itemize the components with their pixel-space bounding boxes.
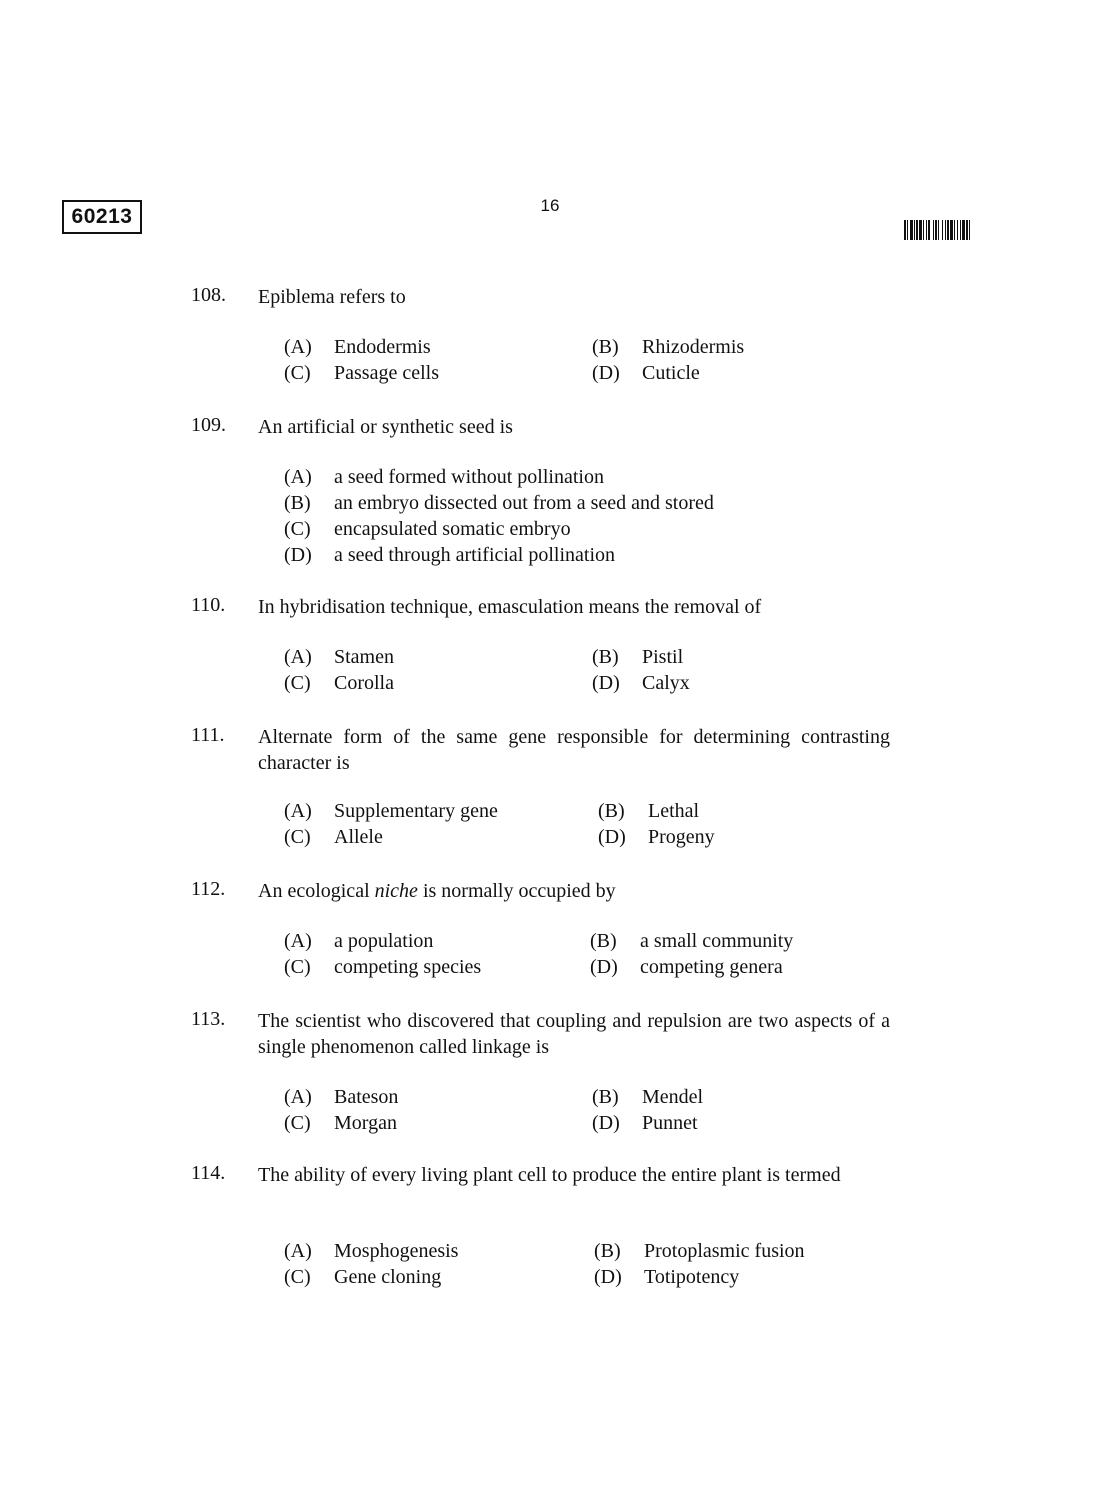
option-b[interactable] <box>590 930 793 953</box>
option-label: (A) <box>284 800 312 822</box>
question-text-end: is normally occupied by <box>417 880 616 902</box>
question-text <box>258 878 890 904</box>
option-text: Protoplasmic fusion <box>644 1240 805 1262</box>
option-text: Passage cells <box>334 362 439 384</box>
option-text: Endodermis <box>334 336 431 358</box>
option-a[interactable] <box>284 1086 398 1109</box>
option-text: Supplementary gene <box>334 800 498 822</box>
option-label: (A) <box>284 646 312 668</box>
option-label: (D) <box>592 362 620 384</box>
option-a[interactable] <box>284 336 431 359</box>
question-number: 114. <box>191 1162 226 1184</box>
question-text: An artificial or synthetic seed is <box>258 416 513 438</box>
option-c[interactable] <box>284 826 383 849</box>
option-c[interactable] <box>284 518 571 541</box>
question-text: In hybridisation technique, emasculation means the removal of <box>258 596 762 618</box>
option-label: (C) <box>284 826 311 848</box>
option-label: (C) <box>284 672 311 694</box>
option-label: (D) <box>592 1112 620 1134</box>
option-label: (C) <box>284 518 311 540</box>
option-b[interactable] <box>594 1240 805 1263</box>
option-c[interactable] <box>284 956 481 979</box>
option-text: an embryo dissected out from a seed and stored <box>334 492 714 514</box>
question-text: Alternate form of the same gene responsible for determining contrasting character is <box>258 726 890 774</box>
option-label: (A) <box>284 466 312 488</box>
option-text: a seed through artificial pollination <box>334 544 616 566</box>
question-text: The scientist who discovered that coupling and repulsion are two aspects of a single phenomenon called linkage is <box>258 1010 890 1058</box>
option-label: (D) <box>598 826 626 848</box>
option-b[interactable] <box>592 646 683 669</box>
option-label: (D) <box>590 956 618 978</box>
option-text: Mosphogenesis <box>334 1240 459 1262</box>
option-label: (D) <box>594 1266 622 1288</box>
option-d[interactable] <box>592 362 700 385</box>
option-label: (B) <box>592 646 619 668</box>
paper-code-box: 60213 <box>62 200 142 234</box>
option-d[interactable] <box>284 544 615 567</box>
question-text-italic: niche <box>374 880 418 902</box>
option-b[interactable] <box>592 336 744 359</box>
option-text: Gene cloning <box>334 1266 442 1288</box>
option-d[interactable] <box>592 672 690 695</box>
option-label: (B) <box>592 336 619 358</box>
option-text: encapsulated somatic embryo <box>334 518 571 540</box>
page-number: 16 <box>540 196 560 215</box>
question-number: 111. <box>191 724 225 746</box>
option-text: Cuticle <box>642 362 700 384</box>
option-label: (B) <box>594 1240 621 1262</box>
option-b[interactable] <box>284 492 714 515</box>
option-text: a seed formed without pollination <box>334 466 604 488</box>
option-text: competing species <box>334 956 482 978</box>
option-label: (A) <box>284 1240 312 1262</box>
option-label: (C) <box>284 956 311 978</box>
option-label: (D) <box>592 672 620 694</box>
question-text-start: An ecological <box>258 880 375 902</box>
option-text: Allele <box>334 826 383 848</box>
option-d[interactable] <box>598 826 715 849</box>
question-number: 110. <box>191 594 226 616</box>
option-d[interactable] <box>592 1112 698 1135</box>
option-text: Rhizodermis <box>642 336 745 358</box>
option-label: (A) <box>284 336 312 358</box>
option-label: (D) <box>284 544 312 566</box>
option-text: Pistil <box>642 646 684 668</box>
option-c[interactable] <box>284 1266 441 1289</box>
question-number: 108. <box>191 284 226 306</box>
option-a[interactable] <box>284 1240 458 1263</box>
option-label: (A) <box>284 930 312 952</box>
option-text: Mendel <box>642 1086 704 1108</box>
option-text: competing genera <box>640 956 783 978</box>
question-text: Epiblema refers to <box>258 286 406 308</box>
option-c[interactable] <box>284 1112 397 1135</box>
option-a[interactable] <box>284 466 604 489</box>
option-label: (C) <box>284 1112 311 1134</box>
option-label: (B) <box>590 930 617 952</box>
barcode-image <box>904 220 1036 240</box>
option-a[interactable] <box>284 930 433 953</box>
option-text: Progeny <box>648 826 715 848</box>
option-c[interactable] <box>284 362 439 385</box>
question-number: 113. <box>191 1008 226 1030</box>
question-number: 109. <box>191 414 226 436</box>
option-label: (C) <box>284 1266 311 1288</box>
option-label: (B) <box>592 1086 619 1108</box>
option-text: Lethal <box>648 800 700 822</box>
option-text: Stamen <box>334 646 394 668</box>
option-text: Morgan <box>334 1112 397 1134</box>
question-text: The ability of every living plant cell to produce the entire plant is termed <box>258 1164 841 1186</box>
option-a[interactable] <box>284 646 394 669</box>
question-number: 112. <box>191 878 226 900</box>
option-b[interactable] <box>598 800 699 823</box>
option-text: a population <box>334 930 434 952</box>
option-text: Calyx <box>642 672 690 694</box>
option-label: (C) <box>284 362 311 384</box>
option-label: (A) <box>284 1086 312 1108</box>
option-c[interactable] <box>284 672 394 695</box>
option-b[interactable] <box>592 1086 703 1109</box>
option-d[interactable] <box>594 1266 739 1289</box>
option-d[interactable] <box>590 956 783 979</box>
option-label: (B) <box>598 800 625 822</box>
option-text: Totipotency <box>644 1266 740 1288</box>
option-text: a small community <box>640 930 794 952</box>
option-label: (B) <box>284 492 311 514</box>
option-a[interactable] <box>284 800 498 823</box>
option-text: Punnet <box>642 1112 698 1134</box>
option-text: Bateson <box>334 1086 399 1108</box>
option-text: Corolla <box>334 672 394 694</box>
